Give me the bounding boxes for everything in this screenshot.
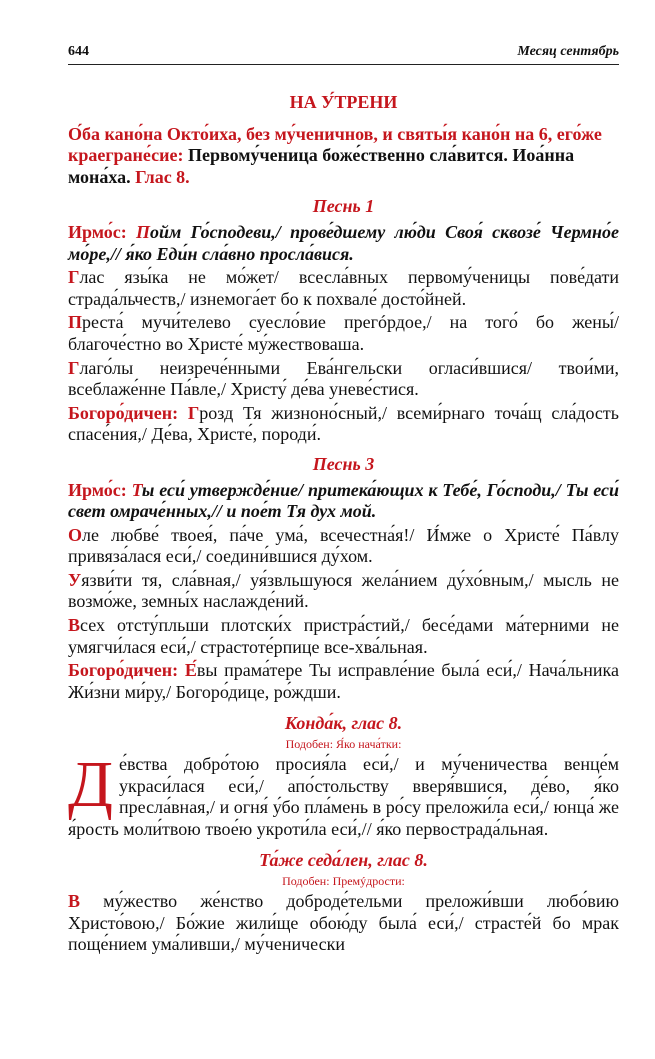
troparion-initial: У <box>68 569 82 590</box>
irmos-text: ы еси́ утвержде́ние/ притека́ющих к Тебе́, Го́споди,/ Ты еси́ свет омраче́нных,// и пое́т Тя дух мой. <box>68 479 620 522</box>
page-content <box>68 92 619 958</box>
theotokion-label: Богоро́дичен: <box>68 402 179 423</box>
troparion-initial: П <box>68 312 83 333</box>
troparion-text: лаго́лы неизрече́нными Ева́нгельски огласи́вшися/ твои́ми, всеблаже́нне Па́вле,/ Христу́ де́ва уневе́стися. <box>68 357 619 400</box>
rubric-black-text: Первому́ченица боже́ственно сла́вится. Иоа́нна мона́ха. <box>68 145 575 187</box>
ode-1-troparion-1 <box>68 267 619 310</box>
sedalen-text-block <box>68 891 619 956</box>
irmos-initial: П <box>136 221 151 242</box>
troparion-text: лас язы́ка не мо́жет/ всесла́вных первому́ченицы пове́дати страда́льчеств,/ изнемога́ет бо к похвале́ досто́йней. <box>68 267 619 309</box>
kontakion-podoben: Подобен: Я́ко нача́тки: <box>285 737 402 752</box>
ode-1-theotokion <box>68 403 619 446</box>
sedalen-initial: В <box>68 891 81 911</box>
troparion-text: реста́ мучи́телево суесло́вие прегóрдое,/ на того́ бо жены́/ благоче́стно во Христе́ му́жествоваша. <box>68 312 619 354</box>
service-title: НА У́ТРЕНИ <box>289 92 398 112</box>
ode-3-title: Песнь 3 <box>312 453 375 474</box>
ode-3-troparion-1 <box>68 525 619 568</box>
service-rubric <box>68 124 619 189</box>
kontakion-title: Конда́к, глас 8. <box>284 713 403 734</box>
theotokion-label: Богоро́дичен: <box>68 660 179 681</box>
ode-1-troparion-2 <box>68 312 619 355</box>
kontakion-text-block <box>68 748 619 840</box>
theotokion-initial: Е́ <box>184 660 197 681</box>
troparion-initial: Г <box>68 267 80 288</box>
sedalen-podoben: Подобен: Премýдрости: <box>282 874 405 888</box>
ode-3-troparion-3 <box>68 615 619 658</box>
page-number: 644 <box>68 44 89 59</box>
theotokion-text: розд Тя жизноно́сный,/ всеми́рнаго точа́щ сла́дость спасе́ния,/ Де́ва, Христе́, породи́. <box>68 402 619 445</box>
troparion-text: язви́ти тя, сла́вная,/ уя́звльшуюся жела́нием ду́хо́вным,/ мысль не возмо́же, земны́х наслажде́ний. <box>68 569 619 612</box>
troparion-initial: О <box>68 524 83 545</box>
troparion-initial: Г <box>68 357 80 378</box>
troparion-initial: В <box>68 615 81 636</box>
theotokion-initial: Г <box>187 402 200 423</box>
irmos-initial: Т <box>131 479 142 500</box>
ode-3-theotokion <box>68 660 619 703</box>
running-head <box>68 44 619 65</box>
irmos-text: ойм Го́сподеви,/ прове́дшему лю́ди Своя́ сквозе́ Чермно́е мо́ре,// я́ко Еди́н сла́вно просла́вися. <box>68 221 620 264</box>
drop-cap-initial: Д <box>68 748 114 822</box>
kontakion-text: е́вства добро́тою просия́ла еси́,/ и му́ченичества венце́м украси́лася еси́,/ апо́стольству вверя́вшися, де́во, я́ко пресла́вная,/ и огня́ у́бо пла́мень в ро́су преложи́ла еси́,/ юнца́ же я́рость моли́твою твое́ю укроти́ла еси́,// я́ко первострада́льная. <box>68 754 619 839</box>
troparion-text: сех отсту́пльши плотски́х пристра́стий,/ бесе́дами ма́терними не умягчи́лася еси́,/ страстоте́рпице все-хва́льная. <box>68 615 619 657</box>
running-title: Месяц сентябрь <box>517 44 619 59</box>
ode-1-irmos <box>68 222 619 265</box>
rubric-red-text: О́ба кано́на Окто́иха, без му́ченичнов, и святы́я кано́н на 6, его́же краегране́сие: <box>68 123 602 166</box>
ode-3-irmos <box>68 480 619 523</box>
theotokion-text: вы прама́тере Ты исправле́ние была́ еси́,/ Нача́льника Жи́зни ми́ру,/ Богоро́дице, ро́ждши. <box>68 660 619 702</box>
sedalen-title: Та́же седа́лен, глас 8. <box>259 850 428 871</box>
rubric-glas: Глас 8. <box>135 166 190 187</box>
irmos-label: Ирмо́с: <box>68 479 127 500</box>
ode-1-title: Песнь 1 <box>312 196 375 217</box>
troparion-text: ле любве́ твоея́, па́че ума́, всечестна́я!/ И́мже о Христе́ Па́влу привяза́лася еси́,/ соедини́вшися ду́хом. <box>68 524 619 567</box>
ode-1-troparion-3 <box>68 358 619 401</box>
sedalen-text: му́жество же́нство доброде́тельми преложи́вши любо́вию Христо́вою,/ Бо́жие жили́ще обою́ду была́ еси́,/ страсте́й бо мрак поще́нием ума́ливши,/ му́ченически <box>68 891 619 955</box>
irmos-label: Ирмо́с: <box>68 221 127 242</box>
ode-3-troparion-2 <box>68 570 619 613</box>
